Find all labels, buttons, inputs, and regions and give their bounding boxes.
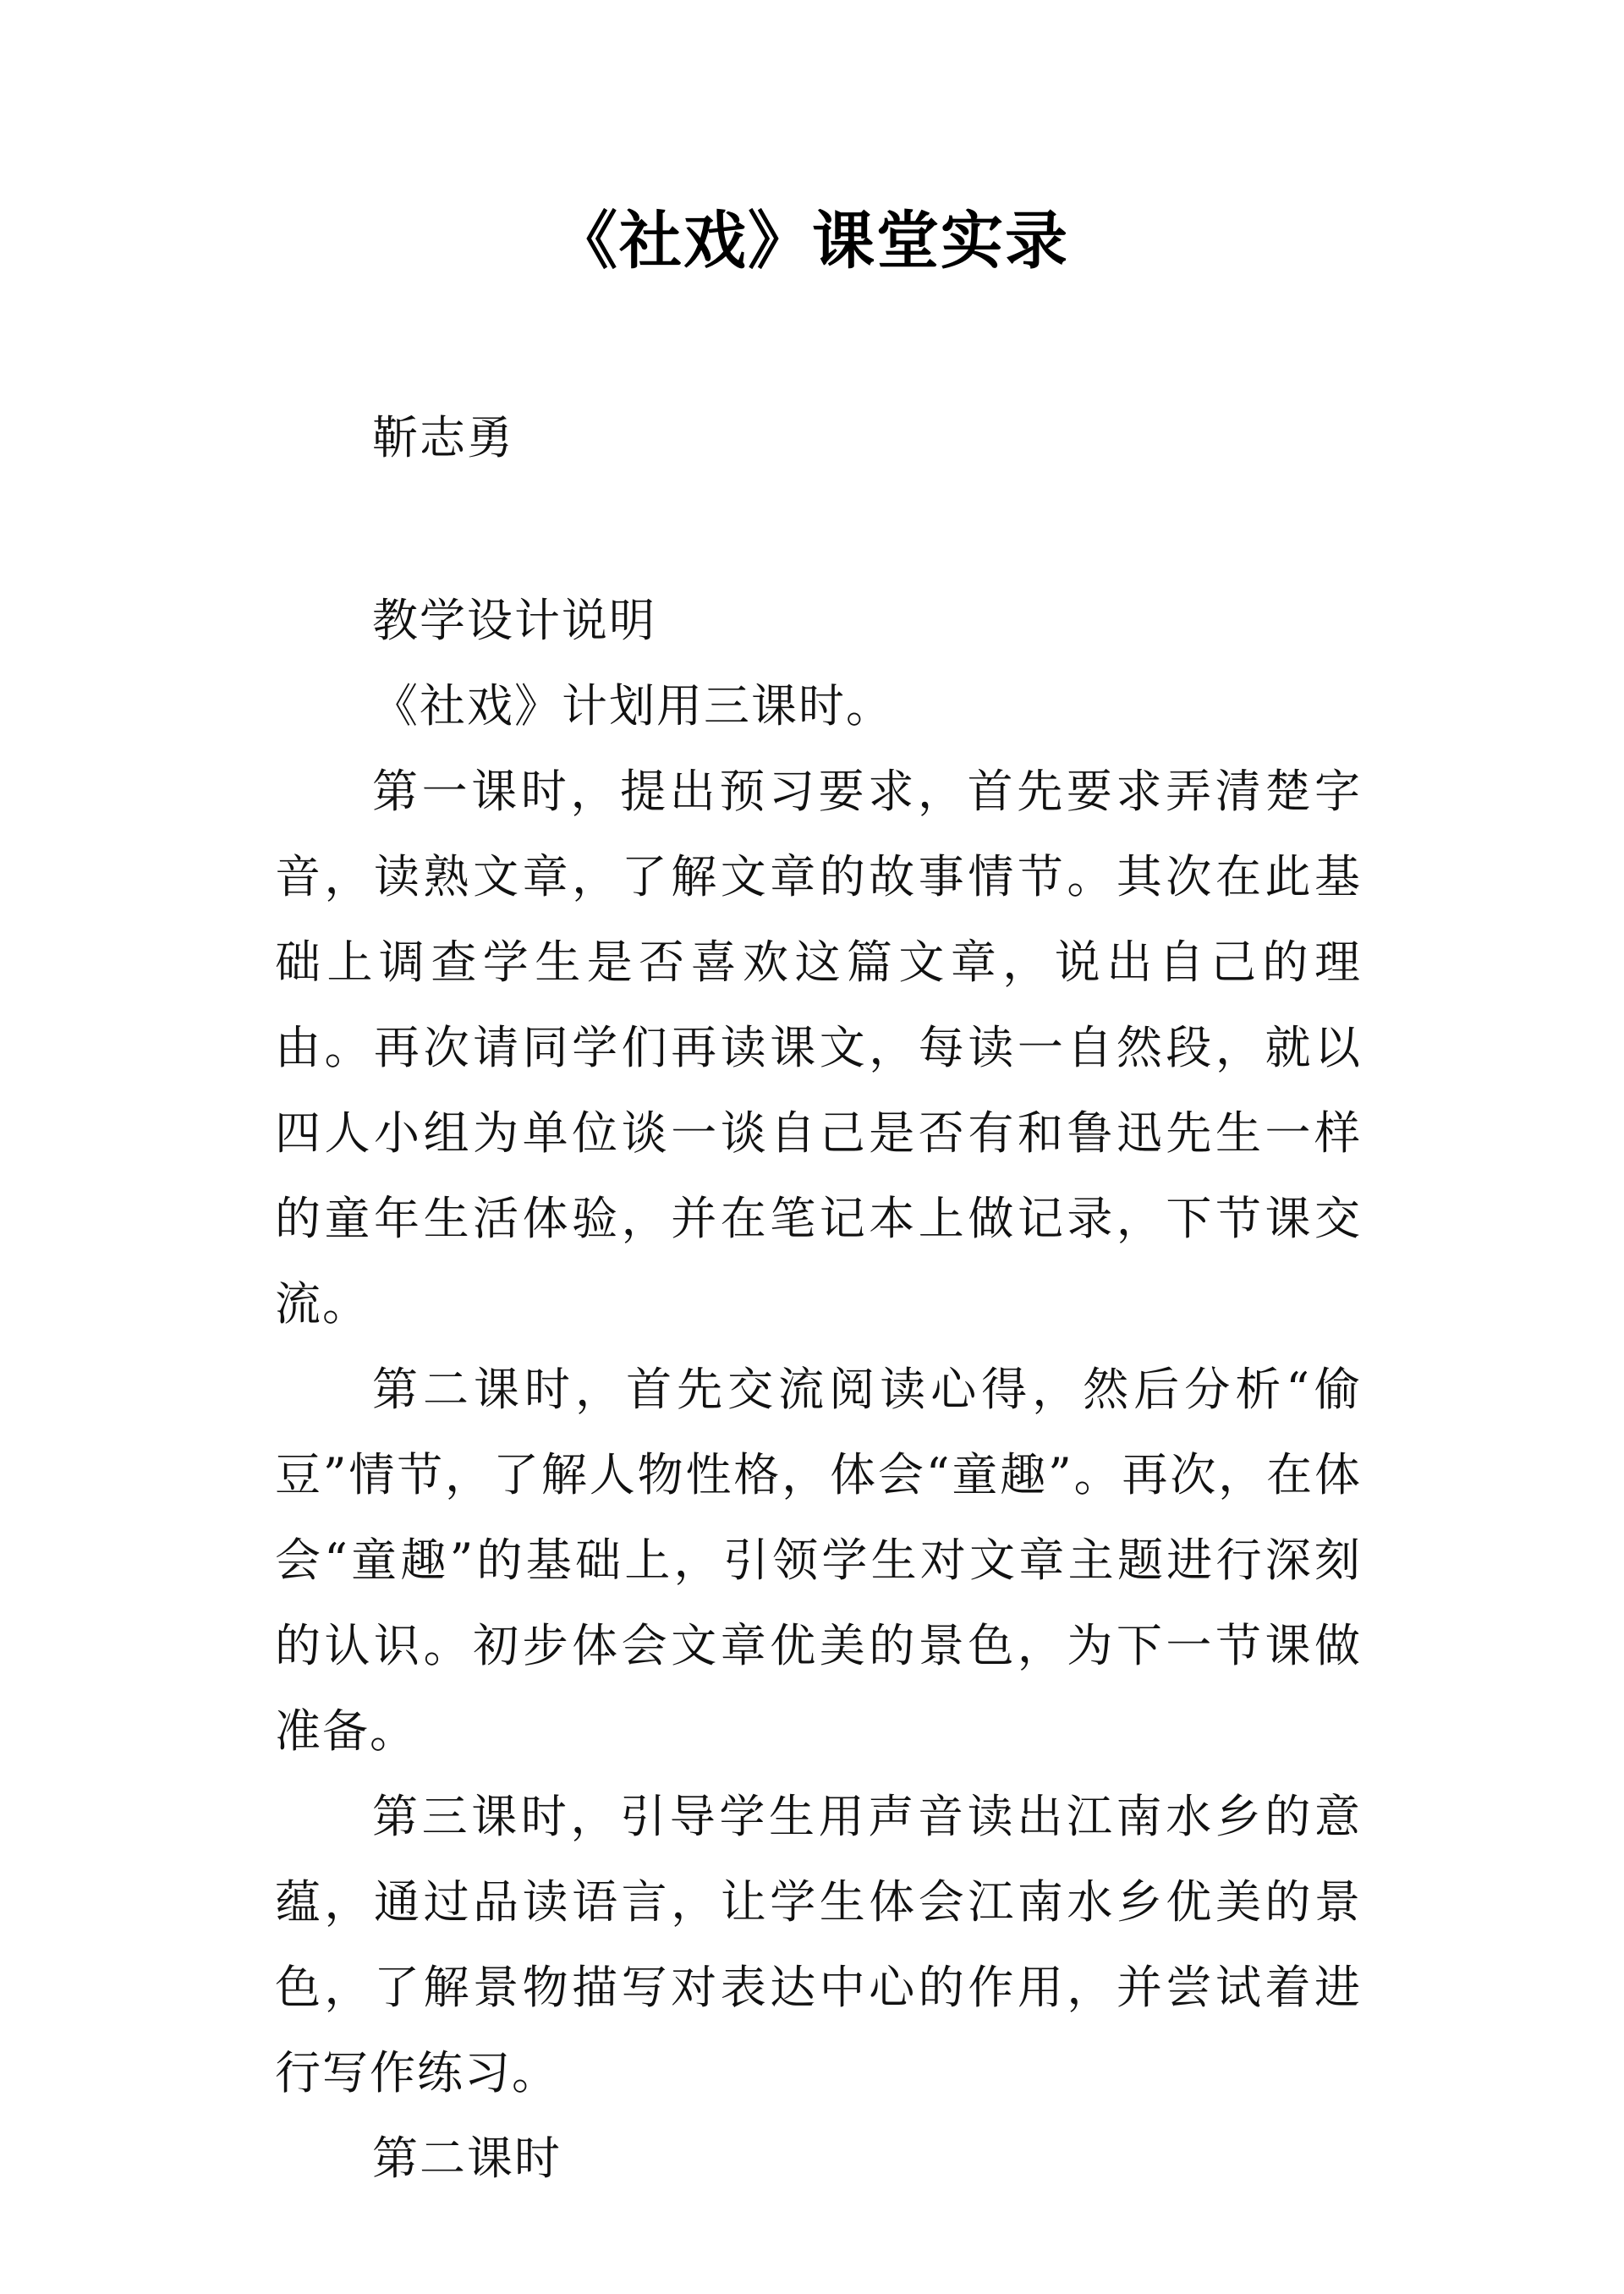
paragraph: 第三课时，引导学生用声音读出江南水乡的意蕴，通过品读语言，让学生体会江南水乡优美的景色，了解景物描写对表达中心的作用，并尝试着进行写作练习。 xyxy=(275,1790,1362,2099)
section-heading: 第二课时 xyxy=(372,2132,562,2185)
document-title: 《社戏》课堂实录 xyxy=(555,205,1069,277)
section-heading: 教学设计说明 xyxy=(372,594,656,647)
document-body xyxy=(275,578,1362,2201)
paragraph: 第二课时，首先交流阅读心得，然后分析“偷豆”情节，了解人物性格，体会“童趣”。再次，在体会“童趣”的基础上，引领学生对文章主题进行深刻的认识。初步体会文章优美的景色，为下一节课做准备。 xyxy=(275,1363,1362,1758)
paragraph: 《社戏》计划用三课时。 xyxy=(372,679,893,733)
paragraph: 第一课时，提出预习要求，首先要求弄清楚字音，读熟文章，了解文章的故事情节。其次在此基础上调查学生是否喜欢这篇文章，说出自己的理由。再次请同学们再读课文，每读一自然段，就以四人小组为单位谈一谈自己是否有和鲁迅先生一样的童年生活体验，并在笔记本上做记录，下节课交流。 xyxy=(275,765,1362,1331)
author-name: 靳志勇 xyxy=(372,411,514,464)
